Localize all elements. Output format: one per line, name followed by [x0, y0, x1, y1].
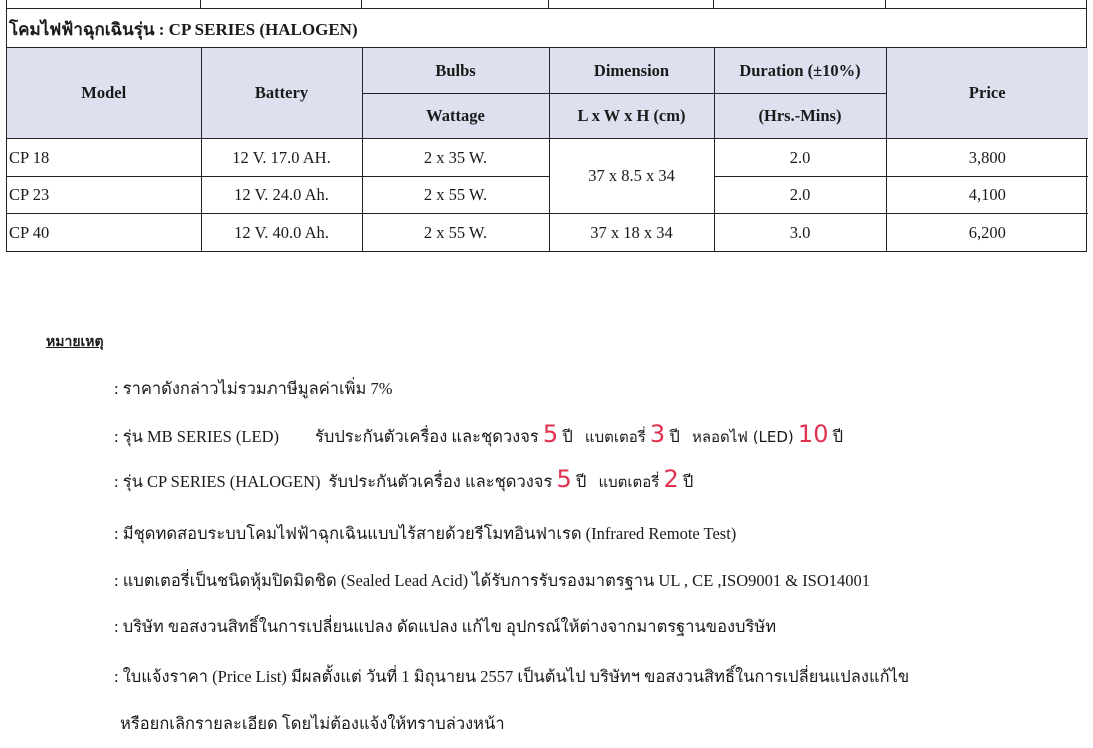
previous-table-edge	[6, 0, 1087, 8]
mb-lamp-label: หลอดไฟ (LED)	[691, 428, 794, 446]
header-duration: Duration (±10%)	[714, 48, 886, 94]
cp-model: : รุ่น CP SERIES (HALOGEN)	[114, 472, 321, 491]
cell-model: CP 23	[7, 177, 201, 214]
note-pricelist: : ใบแจ้งราคา (Price List) มีผลตั้งแต่ วันที่ 1 มิถุนายน 2557 เป็นต้นไป บริษัทฯ ขอสงวนสิทธิ์ในการเปลี่ยนแปลงแก้ไข	[114, 667, 910, 686]
cell-model: CP 40	[7, 214, 201, 252]
mb-battery-label: แบตเตอรี่	[584, 428, 646, 446]
mb-battery-years: 3	[649, 420, 666, 448]
note-cp-warranty	[114, 465, 693, 495]
note-mb-warranty	[114, 420, 843, 450]
note-remote-test: : มีชุดทดสอบระบบโคมไฟฟ้าฉุกเฉินแบบไร้สายด้วยรีโมทอินฟาเรด (Infrared Remote Test)	[114, 524, 737, 543]
mb-year: ปี	[562, 427, 573, 446]
mb-year: ปี	[832, 427, 844, 446]
cp-year: ปี	[682, 472, 694, 491]
cell-duration: 2.0	[714, 177, 886, 214]
cp-unit-years: 5	[556, 465, 572, 493]
cell-dimension: 37 x 8.5 x 34	[549, 139, 714, 214]
mb-lamp-years: 10	[797, 420, 829, 448]
cell-wattage: 2 x 35 W.	[362, 139, 549, 177]
cp-battery-years: 2	[663, 465, 679, 493]
cell-price: 6,200	[886, 214, 1088, 252]
mb-year: ปี	[669, 427, 680, 446]
cell-duration: 2.0	[714, 139, 886, 177]
header-wattage: Wattage	[362, 94, 549, 139]
header-model: Model	[7, 48, 201, 139]
notes-heading: หมายเหตุ	[46, 334, 104, 350]
note-vat: : ราคาดังกล่าวไม่รวมภาษีมูลค่าเพิ่ม 7%	[114, 379, 393, 398]
note-pricelist-cont: หรือยกเลิกรายละเอียด โดยไม่ต้องแจ้งให้ทราบล่วงหน้า	[120, 714, 505, 733]
cell-battery: 12 V. 40.0 Ah.	[201, 214, 362, 252]
cp-battery-label: แบตเตอรี่	[598, 473, 660, 491]
cp-warranty-text: รับประกันตัวเครื่อง และชุดวงจร	[328, 472, 553, 491]
cell-duration: 3.0	[714, 214, 886, 252]
header-price: Price	[886, 48, 1088, 139]
cell-price: 3,800	[886, 139, 1088, 177]
cell-battery: 12 V. 17.0 AH.	[201, 139, 362, 177]
cell-model: CP 18	[7, 139, 201, 177]
table-row	[7, 177, 1088, 214]
header-dimension-unit: L x W x H (cm)	[549, 94, 714, 139]
cell-battery: 12 V. 24.0 Ah.	[201, 177, 362, 214]
note-battery-cert: : แบตเตอรี่เป็นชนิดหุ้มปิดมิดชิด (Sealed Lead Acid) ได้รับการรับรองมาตรฐาน UL , CE ,ISO9001 & ISO14001	[114, 571, 871, 590]
price-table-section	[6, 8, 1087, 252]
header-battery: Battery	[201, 48, 362, 139]
mb-unit-years: 5	[542, 420, 559, 448]
cp-year: ปี	[575, 472, 587, 491]
mb-model: : รุ่น MB SERIES (LED)	[114, 427, 279, 446]
section-title: โคมไฟฟ้าฉุกเฉินรุ่น : CP SERIES (HALOGEN)	[7, 9, 1086, 48]
cell-price: 4,100	[886, 177, 1088, 214]
price-table	[7, 48, 1088, 251]
header-duration-unit: (Hrs.-Mins)	[714, 94, 886, 139]
cell-wattage: 2 x 55 W.	[362, 214, 549, 252]
header-bulbs: Bulbs	[362, 48, 549, 94]
cell-wattage: 2 x 55 W.	[362, 177, 549, 214]
note-rights: : บริษัท ขอสงวนสิทธิ์ในการเปลี่ยนแปลง ดัดแปลง แก้ไข อุปกรณ์ให้ต่างจากมาตรฐานของบริษัท	[114, 617, 777, 636]
header-dimension: Dimension	[549, 48, 714, 94]
mb-warranty-text: รับประกันตัวเครื่อง และชุดวงจร	[314, 427, 539, 446]
table-row	[7, 214, 1088, 252]
table-row	[7, 139, 1088, 177]
cell-dimension: 37 x 18 x 34	[549, 214, 714, 252]
